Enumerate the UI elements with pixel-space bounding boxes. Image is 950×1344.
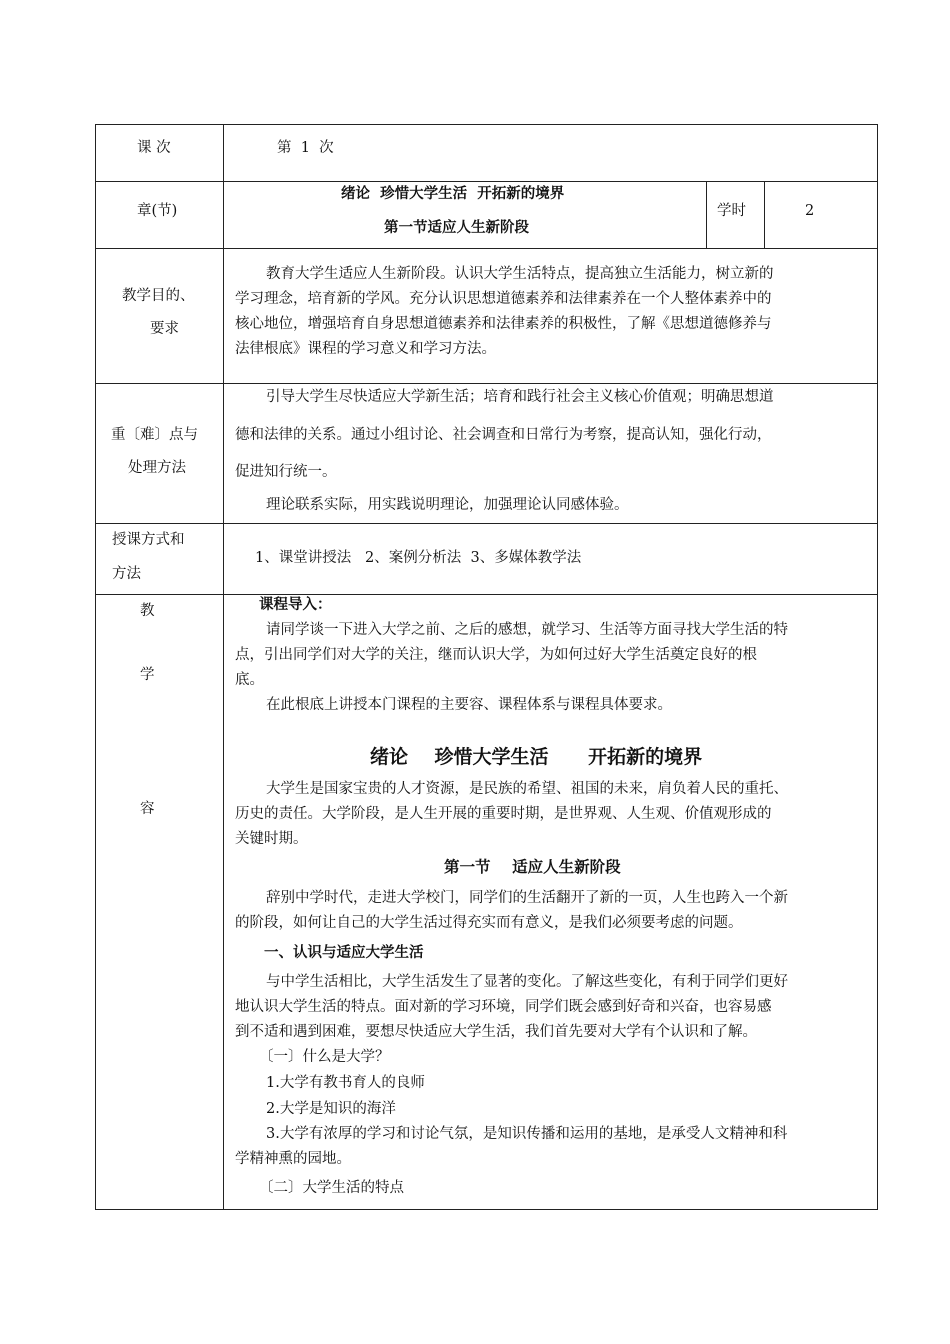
hours-value: 2	[805, 203, 815, 219]
list-item: 1.大学有教书育人的良师	[266, 1075, 425, 1091]
goals-text-line: 核心地位，增强培育自身思想道德素养和法律素养的积极性，了解《思想道德修养与	[235, 316, 772, 332]
table-border-top	[95, 124, 878, 125]
keypoints-text-line: 促进知行统一。	[235, 464, 337, 480]
row-divider	[95, 594, 878, 595]
table-border-left	[95, 124, 96, 1210]
methods-label: 方法	[112, 566, 141, 582]
goals-label: 教学目的、	[122, 288, 195, 304]
section-text-line: 的阶段，如何让自己的大学生活过得充实而有意义，是我们必须要考虑的问题。	[235, 915, 743, 931]
main-text-line: 历史的责任。大学阶段，是人生开展的重要时期，是世界观、人生观、价值观形成的	[235, 806, 772, 822]
question-heading: 〔一〕什么是大学？	[259, 1049, 390, 1065]
keypoints-text-line: 理论联系实际，用实践说明理论，加强理论认同感体验。	[266, 497, 629, 513]
main-title: 绪论 珍惜大学生活 开拓新的境界	[370, 746, 703, 768]
label-column-divider	[223, 124, 224, 1210]
sub-text-line: 与中学生活相比，大学生活发生了显著的变化。了解这些变化，有利于同学们更好	[266, 974, 788, 990]
main-text-line: 关键时期。	[235, 831, 308, 847]
keypoints-text-line: 引导大学生尽快适应大学新生活；培育和践行社会主义核心价值观；明确思想道	[266, 389, 774, 405]
table-border-bottom	[95, 1209, 878, 1210]
goals-label: 要求	[150, 321, 179, 337]
hours-value-divider	[764, 181, 765, 248]
goals-text-line: 教育大学生适应人生新阶段。认识大学生活特点，提高独立生活能力，树立新的	[266, 266, 774, 282]
sub-heading: 一、认识与适应大学生活	[264, 944, 424, 961]
keypoints-text-line: 德和法律的关系。通过小组讨论、社会调查和日常行为考察，提高认知，强化行动，	[235, 427, 772, 443]
content-label-char: 容	[140, 801, 155, 817]
lesson-value: 第 1 次	[277, 140, 334, 156]
keypoints-label: 处理方法	[128, 460, 186, 476]
methods-label: 授课方式和	[112, 532, 185, 548]
hours-label: 学时	[717, 203, 746, 219]
sub-text-line: 地认识大学生活的特点。面对新的学习环境，同学们既会感到好奇和兴奋，也容易感	[235, 999, 772, 1015]
question-heading: 〔二〕大学生活的特点	[259, 1180, 404, 1196]
sub-text-line: 到不适和遇到困难，要想尽快适应大学生活，我们首先要对大学有个认识和了解。	[235, 1024, 757, 1040]
lesson-label: 课 次	[137, 140, 171, 156]
list-item: 3.大学有浓厚的学习和讨论气氛，是知识传播和运用的基地，是承受人文精神和科	[266, 1126, 788, 1142]
row-divider	[95, 181, 878, 182]
content-label-char: 学	[140, 667, 155, 683]
table-border-right	[877, 124, 878, 1210]
goals-text-line: 学习理念，培育新的学风。充分认识思想道德素养和法律素养在一个人整体素养中的	[235, 291, 772, 307]
chapter-label: 章(节)	[137, 203, 178, 219]
intro-line: 点，引出同学们对大学的关注，继而认识大学，为如何过好大学生活奠定良好的根	[235, 647, 757, 663]
row-divider	[95, 248, 878, 249]
list-item: 学精神熏的园地。	[235, 1151, 351, 1167]
main-text-line: 大学生是国家宝贵的人才资源，是民族的希望、祖国的未来，肩负着人民的重托、	[266, 781, 788, 797]
intro-line: 底。	[235, 672, 264, 688]
intro-line: 在此根底上讲授本门课程的主要容、课程体系与课程具体要求。	[266, 697, 672, 713]
section-title-cell: 第一节适应人生新阶段	[384, 219, 529, 236]
section-heading: 第一节 适应人生新阶段	[444, 857, 621, 876]
intro-heading: 课程导入：	[259, 596, 332, 613]
section-text-line: 辞别中学时代，走进大学校门，同学们的生活翻开了新的一页，人生也跨入一个新	[266, 890, 788, 906]
list-item: 2.大学是知识的海洋	[266, 1101, 396, 1117]
keypoints-label: 重〔难〕点与	[111, 427, 198, 443]
intro-line: 请同学谈一下进入大学之前、之后的感想，就学习、生活等方面寻找大学生活的特	[266, 622, 788, 638]
content-label-char: 教	[140, 603, 155, 619]
row-divider	[95, 383, 878, 384]
row-divider	[95, 523, 878, 524]
chapter-title: 绪论 珍惜大学生活 开拓新的境界	[341, 185, 565, 202]
goals-text-line: 法律根底》课程的学习意义和学习方法。	[235, 341, 496, 357]
methods-value: 1、课堂讲授法 2、案例分析法 3、多媒体教学法	[255, 550, 582, 566]
hours-label-divider	[706, 181, 707, 248]
